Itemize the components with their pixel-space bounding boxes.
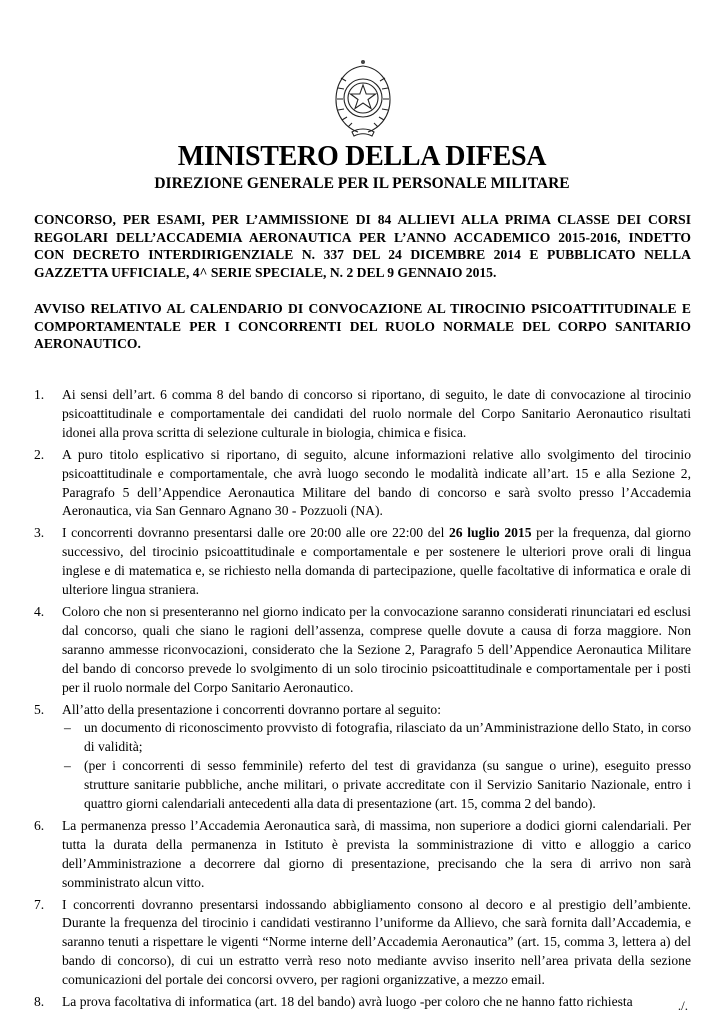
avviso-heading: AVVISO RELATIVO AL CALENDARIO DI CONVOCAZIONE AL TIROCINIO PSICOATTITUDINALE E COMPORTAMENTALE PER I CONCORRENTI DEL RUOLO NORMALE DEL CORPO SANITARIO AERONAUTICO. bbox=[34, 301, 691, 352]
sub-list-item bbox=[62, 757, 691, 814]
list-item bbox=[34, 896, 691, 991]
item-text: A puro titolo esplicativo si riportano, di seguito, alcune informazioni relative allo svolgimento del tirocinio psicoattitudinale e comportamentale, che avrà luogo secondo le modalità indicate all’art. 15 e alla Sezione 2, Paragrafo 5 dell’Appendice Aeronautica Militare del bando di concorso e sarà svolto presso l’Accademia Aeronautica, via San Gennaro Agnano 30 - Pozzuoli (NA). bbox=[62, 446, 691, 519]
item-number: 8. bbox=[34, 994, 45, 1010]
item-text: La permanenza presso l’Accademia Aeronautica sarà, di massima, non superiore a dodici giorni calendariali. Per tutta la durata della permanenza in Istituto è prevista la somministrazione di vitto e alloggio a carico dell’Amministrazione a decorrere dal giorno di presentazione, precisando che la sera di arrivo non sarà somministrato alcun vitto. bbox=[62, 817, 691, 890]
notice-items-list bbox=[34, 386, 691, 1015]
italian-republic-emblem-icon bbox=[328, 58, 398, 140]
list-item bbox=[34, 817, 691, 893]
sub-item-text: (per i concorrenti di sesso femminile) referto del test di gravidanza (su sangue o urine), eseguito presso strutture sanitarie pubbliche, anche militari, o private accreditate con il Servizio Sanitario Nazionale, entro i quattro giorni calendariali antecedenti alla data di presentazione (art. 15, comma 2 del bando). bbox=[84, 758, 691, 812]
item-text-after: per la frequenza, dal giorno successivo, del tirocinio psicoattitudinale e comportamentale e per sostenere le ulteriori prove orali di lingua inglese e di matematica e, se richiesto nella domanda di partecipazione, quelle facoltative di informatica e orale di ulteriore lingua straniera. bbox=[62, 525, 691, 598]
item-number: 5. bbox=[34, 701, 45, 717]
item-number: 7. bbox=[34, 896, 45, 912]
item-number: 1. bbox=[34, 387, 45, 402]
dash-marker: – bbox=[64, 758, 71, 774]
list-item bbox=[34, 701, 691, 814]
list-item bbox=[34, 446, 691, 522]
item-text: I concorrenti dovranno presentarsi indossando abbigliamento consono al decoro e al prestigio dell’ambiente. Durante la frequenza del tirocinio i candidati vestiranno l’uniforme da Allievo, che sarà fornita dall’Accademia, e saranno tenuti a rispettare le vigenti “Norme interne dell’Accademia Aeronautica” (art. 15, comma 3, lettera a) del bando di concorso), di cui un estratto verrà reso noto mediante avviso inserito nell’area privata della sezione comunicazioni del portale dei concorsi ovvero, per ragioni organizzative, a mezzo email. bbox=[62, 896, 691, 988]
item-number: 2. bbox=[34, 446, 45, 462]
dash-marker: – bbox=[64, 720, 71, 736]
list-item bbox=[34, 386, 691, 443]
required-documents-list bbox=[62, 719, 691, 814]
sub-list-item bbox=[62, 719, 691, 757]
list-item bbox=[34, 524, 691, 600]
item-number: 4. bbox=[34, 603, 45, 619]
item-text-before: I concorrenti dovranno presentarsi dalle ore 20:00 alle ore 22:00 del bbox=[62, 525, 449, 541]
concorso-heading: CONCORSO, PER ESAMI, PER L’AMMISSIONE DI 84 ALLIEVI ALLA PRIMA CLASSE DEI CORSI REGOLARI DELL’ACCADEMIA AERONAUTICA PER L’ANNO ACCADEMICO 2015-2016, INDETTO CON DECRETO INTERDIRIGENZIALE N. 337 DEL 24 DICEMBRE 2014 E PUBBLICATO NELLA GAZZETTA UFFICIALE, 4^ SERIE SPECIALE, N. 2 DEL 9 GENNAIO 2015. bbox=[34, 212, 691, 280]
direzione-subtitle: DIREZIONE GENERALE PER IL PERSONALE MILITARE bbox=[154, 175, 570, 192]
ministry-title: MINISTERO DELLA DIFESA bbox=[177, 141, 547, 172]
continuation-mark: ./. bbox=[677, 998, 688, 1013]
item-text: Coloro che non si presenteranno nel giorno indicato per la convocazione saranno considerati rinunciatari ed esclusi dal concorso, quali che siano le ragioni dell’assenza, comprese quelle dovute a causa di forza maggiore. Non saranno ammesse riconvocazioni, considerato che la Sezione 2, Paragrafo 5 dell’Appendice Aeronautica Militare del bando di concorso prevede lo svolgimento di un solo tirocinio psicoattitudinale e comportamentale per i posti per il ruolo normale del Corpo Sanitario Aeronautico. bbox=[62, 603, 691, 695]
item-text: Ai sensi dell’art. 6 comma 8 del bando di concorso si riportano, di seguito, le date di convocazione al tirocinio psicoattitudinale e comportamentale dei candidati del ruolo normale del Corpo Sanitario Aeronautico risultati idonei alla prova scritta di selezione culturale in biologia, chimica e fisica. bbox=[62, 387, 691, 440]
list-item bbox=[34, 603, 691, 698]
list-item bbox=[34, 993, 691, 1012]
item-number: 3. bbox=[34, 525, 45, 541]
item-text: La prova facoltativa di informatica (art. 18 del bando) avrà luogo -per coloro che ne hanno fatto richiesta bbox=[62, 994, 633, 1010]
item-number: 6. bbox=[34, 817, 45, 833]
item-text: All’atto della presentazione i concorrenti dovranno portare al seguito: bbox=[62, 701, 441, 717]
sub-item-text: un documento di riconoscimento provvisto di fotografia, rilasciato da un’Amministrazione dello Stato, in corso di validità; bbox=[84, 720, 691, 755]
convocation-date: 26 luglio 2015 bbox=[448, 525, 532, 541]
